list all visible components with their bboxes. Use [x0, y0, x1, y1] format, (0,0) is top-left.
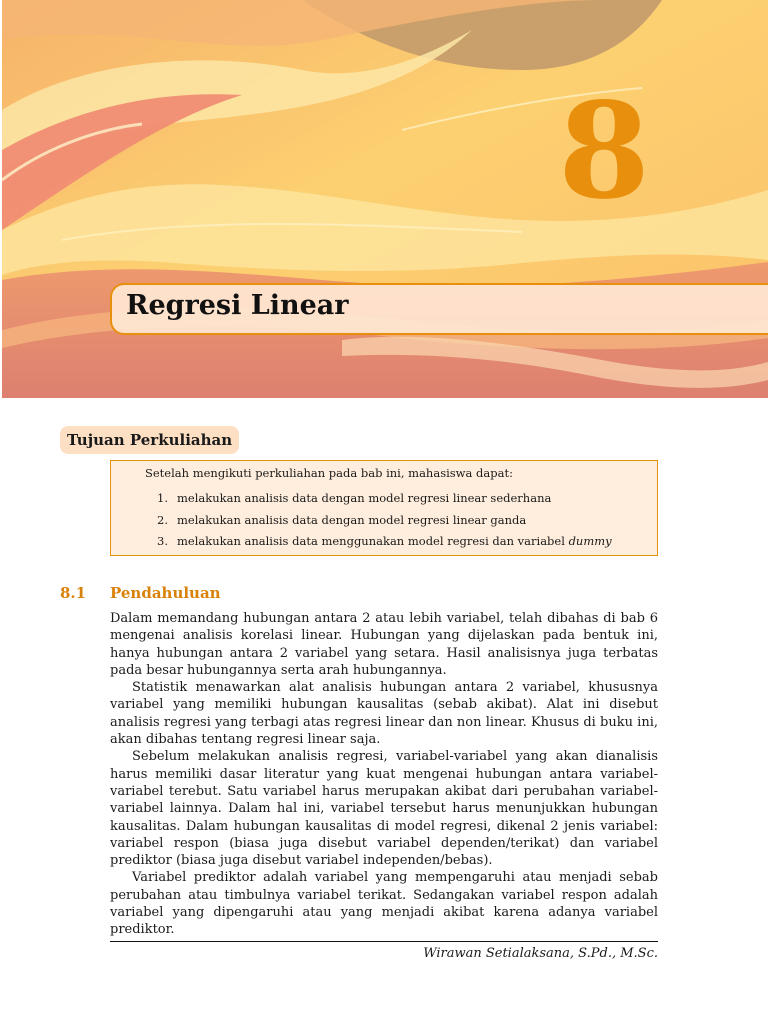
- objective-number: 2.: [157, 513, 168, 527]
- objective-item: [157, 491, 551, 505]
- chapter-title: Regresi Linear: [126, 290, 349, 321]
- body-paragraph: Variabel prediktor adalah variabel yang mempengaruhi atau menjadi sebab perubahan atau timbulnya variabel terikat. Sedangakan variabel respon adalah variabel yang dipengaruhi atau yang menjadi akibat karena adanya variabel prediktor.: [110, 870, 658, 938]
- objectives-box: [110, 460, 658, 556]
- chapter-number: 8: [558, 74, 650, 229]
- objective-number: 1.: [157, 491, 168, 505]
- objective-item: [157, 534, 612, 548]
- objective-text: melakukan analisis data dengan model regresi linear sederhana: [177, 491, 552, 505]
- body-paragraph: Dalam memandang hubungan antara 2 atau lebih variabel, telah dibahas di bab 6 mengenai analisis korelasi linear. Hubungan yang dijelaskan pada bentuk ini, hanya hubungan antara 2 variabel yang setara. Hasil analisisnya juga terbatas pada besar hubungannya serta arah hubungannya.: [110, 611, 658, 678]
- chapter-title-box: [110, 283, 768, 335]
- footer-divider: [110, 941, 658, 942]
- objectives-heading: Tujuan Perkuliahan: [60, 426, 239, 454]
- banner-wave-artwork: [2, 0, 768, 398]
- body-paragraph: Statistik menawarkan alat analisis hubungan antara 2 variabel, khususnya variabel yang memiliki hubungan kausalitas (sebab akibat). Alat ini disebut analisis regresi yang terbagi atas regresi linear dan non linear. Khusus di buku ini, akan dibahas tentang regresi linear saja.: [110, 680, 658, 748]
- footer-author: Wirawan Setialaksana, S.Pd., M.Sc.: [423, 946, 658, 961]
- section-title: Pendahuluan: [110, 584, 221, 602]
- section-body: [110, 610, 658, 939]
- body-paragraph: Sebelum melakukan analisis regresi, variabel-variabel yang akan dianalisis harus memiliki dasar literatur yang kuat mengenai hubungan antara variabel-variabel terebut. Satu variabel harus merupakan akibat dari perubahan variabel-variabel lainnya. Dalam hal ini, variabel tersebut harus menunjukkan hubungan kausalitas. Dalam hubungan kausalitas di model regresi, dikenal 2 jenis variabel: variabel respon (biasa juga disebut variabel dependen/terikat) dan variabel prediktor (biasa juga disebut variabel independen/bebas).: [110, 749, 658, 869]
- objective-text: melakukan analisis data dengan model regresi linear ganda: [177, 513, 527, 527]
- objectives-intro: Setelah mengikuti perkuliahan pada bab ini, mahasiswa dapat:: [145, 466, 513, 480]
- chapter-banner: [2, 0, 768, 398]
- objective-number: 3.: [157, 534, 168, 548]
- objective-text: melakukan analisis data menggunakan model regresi dan variabel: [177, 534, 569, 548]
- objective-item: [157, 513, 526, 527]
- section-number: 8.1: [60, 584, 87, 602]
- objective-emphasis: dummy: [568, 534, 612, 548]
